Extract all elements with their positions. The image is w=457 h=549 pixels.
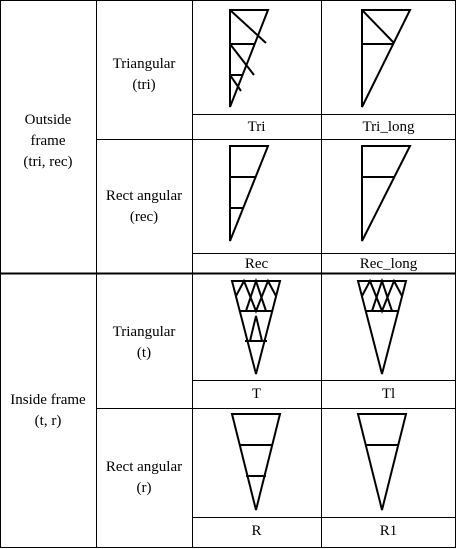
group-label-inside-frame-line-1: Inside frame (10, 392, 86, 408)
row-label-inside-rectangular-line-2: (r) (136, 480, 152, 496)
row-label-outside-rectangular-line-2: (rec) (129, 209, 159, 225)
row-label-outside-rectangular-line-1: Rect angular (105, 188, 183, 204)
group-label-inside-frame-line-2: (t, r) (34, 413, 62, 429)
row-label-inside-rectangular-line-1: Rect angular (105, 459, 183, 475)
row-label-inside-triangular-line-1: Triangular (112, 324, 176, 340)
row-label-outside-triangular-line-1: Triangular (112, 56, 176, 72)
caption-t: T (251, 386, 262, 402)
caption-r: R (251, 523, 262, 539)
caption-tri: Tri (247, 119, 266, 135)
group-label-outside-frame-line-2: frame (30, 133, 66, 149)
caption-rec-long: Rec_long (359, 256, 418, 272)
group-label-outside-frame-line-3: (tri, rec) (23, 154, 73, 170)
row-label-inside-triangular-line-2: (t) (136, 345, 152, 361)
row-label-outside-triangular-line-2: (tri) (132, 77, 156, 93)
caption-rec: Rec (244, 256, 269, 272)
caption-tri-long: Tri_long (362, 119, 415, 135)
caption-r1: R1 (379, 523, 398, 539)
caption-tl: Tl (381, 386, 396, 402)
group-label-outside-frame-line-1: Outside (24, 112, 72, 128)
